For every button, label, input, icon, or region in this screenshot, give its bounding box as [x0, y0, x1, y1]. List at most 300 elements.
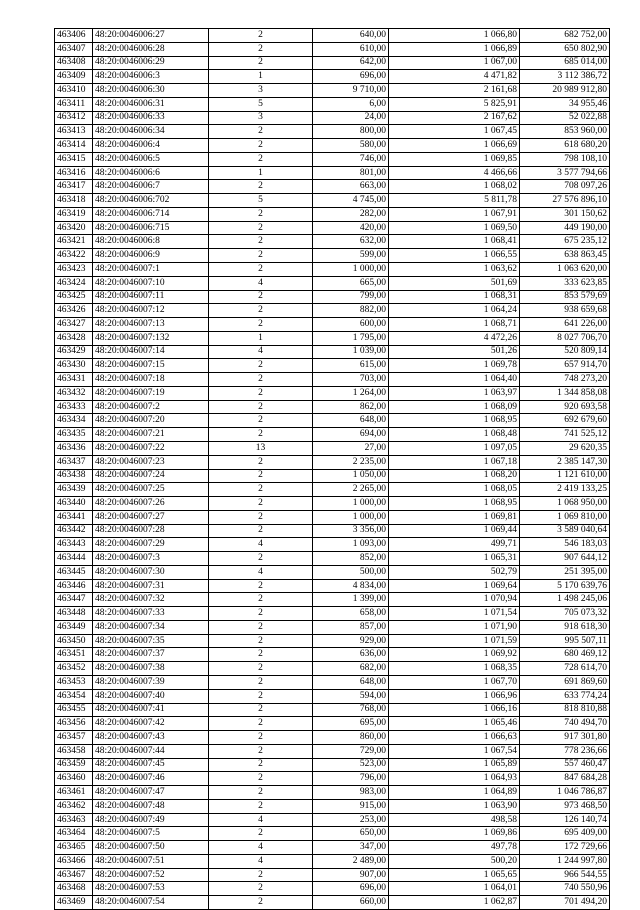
- specific-value-cell: 502,79: [389, 565, 520, 579]
- cadastral-number-cell: 48:20:0046007:40: [93, 689, 209, 703]
- row-number-cell: 463461: [55, 786, 93, 800]
- row-number-cell: 463453: [55, 675, 93, 689]
- cadastral-number-cell: 48:20:0046006:8: [93, 235, 209, 249]
- row-number-cell: 463433: [55, 400, 93, 414]
- cadastral-value-cell: 1 498 245,06: [520, 593, 610, 607]
- category-cell: 2: [209, 786, 313, 800]
- cadastral-number-cell: 48:20:0046007:15: [93, 359, 209, 373]
- cadastral-value-cell: 172 729,66: [520, 841, 610, 855]
- cadastral-value-cell: 1 068 950,00: [520, 497, 610, 511]
- row-number-cell: 463413: [55, 125, 93, 139]
- cadastral-number-cell: 48:20:0046006:29: [93, 56, 209, 70]
- area-cell: 642,00: [313, 56, 389, 70]
- cadastral-number-cell: 48:20:0046007:45: [93, 758, 209, 772]
- cadastral-value-cell: 3 577 794,66: [520, 166, 610, 180]
- cadastral-value-cell: 333 623,85: [520, 276, 610, 290]
- specific-value-cell: 497,78: [389, 841, 520, 855]
- row-number-cell: 463466: [55, 854, 93, 868]
- area-cell: 4 745,00: [313, 194, 389, 208]
- cadastral-number-cell: 48:20:0046006:27: [93, 29, 209, 43]
- table-row: [55, 97, 610, 111]
- row-number-cell: 463411: [55, 97, 93, 111]
- specific-value-cell: 1 068,95: [389, 497, 520, 511]
- cadastral-number-cell: 48:20:0046006:7: [93, 180, 209, 194]
- category-cell: 2: [209, 497, 313, 511]
- cadastral-number-cell: 48:20:0046006:5: [93, 152, 209, 166]
- specific-value-cell: 1 066,55: [389, 249, 520, 263]
- cadastral-value-cell: 853 960,00: [520, 125, 610, 139]
- table-row: [55, 593, 610, 607]
- specific-value-cell: 1 068,71: [389, 318, 520, 332]
- specific-value-cell: 1 071,54: [389, 607, 520, 621]
- row-number-cell: 463434: [55, 414, 93, 428]
- row-number-cell: 463432: [55, 386, 93, 400]
- cadastral-number-cell: 48:20:0046007:13: [93, 318, 209, 332]
- area-cell: 1 000,00: [313, 510, 389, 524]
- area-cell: 768,00: [313, 703, 389, 717]
- specific-value-cell: 1 069,92: [389, 648, 520, 662]
- specific-value-cell: 5 825,91: [389, 97, 520, 111]
- table-row: [55, 620, 610, 634]
- specific-value-cell: 1 064,01: [389, 882, 520, 896]
- cadastral-number-cell: 48:20:0046006:4: [93, 139, 209, 153]
- area-cell: 852,00: [313, 552, 389, 566]
- cadastral-value-cell: 705 073,32: [520, 607, 610, 621]
- cadastral-value-cell: 618 680,20: [520, 139, 610, 153]
- cadastral-value-cell: 1 121 610,00: [520, 469, 610, 483]
- table-row: [55, 441, 610, 455]
- row-number-cell: 463427: [55, 318, 93, 332]
- row-number-cell: 463443: [55, 538, 93, 552]
- category-cell: 2: [209, 469, 313, 483]
- table-row: [55, 675, 610, 689]
- cadastral-value-cell: 251 395,00: [520, 565, 610, 579]
- row-number-cell: 463410: [55, 84, 93, 98]
- cadastral-number-cell: 48:20:0046007:34: [93, 620, 209, 634]
- row-number-cell: 463468: [55, 882, 93, 896]
- table-row: [55, 565, 610, 579]
- cadastral-value-cell: 701 494,20: [520, 896, 610, 910]
- table-row: [55, 524, 610, 538]
- area-cell: 610,00: [313, 42, 389, 56]
- table-row: [55, 152, 610, 166]
- table-row: [55, 70, 610, 84]
- cadastral-value-cell: 2 419 133,25: [520, 483, 610, 497]
- row-number-cell: 463422: [55, 249, 93, 263]
- area-cell: 1 050,00: [313, 469, 389, 483]
- cadastral-number-cell: 48:20:0046007:14: [93, 345, 209, 359]
- category-cell: 2: [209, 524, 313, 538]
- area-cell: 24,00: [313, 111, 389, 125]
- table-row: [55, 455, 610, 469]
- table-body: [55, 29, 610, 910]
- table-row: [55, 386, 610, 400]
- area-cell: 2 489,00: [313, 854, 389, 868]
- category-cell: 2: [209, 152, 313, 166]
- row-number-cell: 463440: [55, 497, 93, 511]
- table-row: [55, 166, 610, 180]
- specific-value-cell: 1 064,24: [389, 304, 520, 318]
- specific-value-cell: 1 069,78: [389, 359, 520, 373]
- cadastral-number-cell: 48:20:0046007:38: [93, 662, 209, 676]
- category-cell: 4: [209, 854, 313, 868]
- category-cell: 2: [209, 221, 313, 235]
- cadastral-value-cell: 29 620,35: [520, 441, 610, 455]
- cadastral-number-cell: 48:20:0046007:22: [93, 441, 209, 455]
- category-cell: 4: [209, 345, 313, 359]
- table-row: [55, 689, 610, 703]
- specific-value-cell: 1 068,20: [389, 469, 520, 483]
- table-row: [55, 648, 610, 662]
- cadastral-number-cell: 48:20:0046007:25: [93, 483, 209, 497]
- cadastral-number-cell: 48:20:0046007:24: [93, 469, 209, 483]
- table-row: [55, 469, 610, 483]
- cadastral-number-cell: 48:20:0046007:31: [93, 579, 209, 593]
- cadastral-value-cell: 1 063 620,00: [520, 263, 610, 277]
- cadastral-number-cell: 48:20:0046006:9: [93, 249, 209, 263]
- row-number-cell: 463429: [55, 345, 93, 359]
- area-cell: 799,00: [313, 290, 389, 304]
- area-cell: 1 795,00: [313, 331, 389, 345]
- area-cell: 658,00: [313, 607, 389, 621]
- cadastral-number-cell: 48:20:0046007:33: [93, 607, 209, 621]
- row-number-cell: 463467: [55, 868, 93, 882]
- area-cell: 2 265,00: [313, 483, 389, 497]
- category-cell: 2: [209, 510, 313, 524]
- area-cell: 420,00: [313, 221, 389, 235]
- area-cell: 253,00: [313, 813, 389, 827]
- specific-value-cell: 1 067,00: [389, 56, 520, 70]
- row-number-cell: 463451: [55, 648, 93, 662]
- table-row: [55, 111, 610, 125]
- specific-value-cell: 1 065,31: [389, 552, 520, 566]
- cadastral-value-cell: 907 644,12: [520, 552, 610, 566]
- cadastral-number-cell: 48:20:0046007:28: [93, 524, 209, 538]
- area-cell: 695,00: [313, 717, 389, 731]
- area-cell: 632,00: [313, 235, 389, 249]
- area-cell: 665,00: [313, 276, 389, 290]
- table-row: [55, 717, 610, 731]
- cadastral-number-cell: 48:20:0046007:37: [93, 648, 209, 662]
- table-row: [55, 896, 610, 910]
- area-cell: 682,00: [313, 662, 389, 676]
- specific-value-cell: 2 161,68: [389, 84, 520, 98]
- row-number-cell: 463437: [55, 455, 93, 469]
- cadastral-number-cell: 48:20:0046007:51: [93, 854, 209, 868]
- category-cell: 2: [209, 717, 313, 731]
- area-cell: 6,00: [313, 97, 389, 111]
- table-row: [55, 249, 610, 263]
- table-row: [55, 56, 610, 70]
- specific-value-cell: 1 069,50: [389, 221, 520, 235]
- specific-value-cell: 501,69: [389, 276, 520, 290]
- cadastral-value-cell: 5 170 639,76: [520, 579, 610, 593]
- category-cell: 2: [209, 483, 313, 497]
- cadastral-value-cell: 34 955,46: [520, 97, 610, 111]
- category-cell: 2: [209, 373, 313, 387]
- specific-value-cell: 5 811,78: [389, 194, 520, 208]
- category-cell: 2: [209, 689, 313, 703]
- category-cell: 2: [209, 318, 313, 332]
- cadastral-value-cell: 740 494,70: [520, 717, 610, 731]
- row-number-cell: 463446: [55, 579, 93, 593]
- specific-value-cell: 500,20: [389, 854, 520, 868]
- specific-value-cell: 501,26: [389, 345, 520, 359]
- category-cell: 3: [209, 111, 313, 125]
- row-number-cell: 463412: [55, 111, 93, 125]
- cadastral-value-cell: 1 344 858,08: [520, 386, 610, 400]
- row-number-cell: 463444: [55, 552, 93, 566]
- table-row: [55, 868, 610, 882]
- specific-value-cell: 1 069,85: [389, 152, 520, 166]
- specific-value-cell: 1 066,80: [389, 29, 520, 43]
- area-cell: 860,00: [313, 731, 389, 745]
- category-cell: 2: [209, 428, 313, 442]
- area-cell: 1 093,00: [313, 538, 389, 552]
- category-cell: 2: [209, 827, 313, 841]
- cadastral-value-cell: 692 679,60: [520, 414, 610, 428]
- category-cell: 2: [209, 744, 313, 758]
- row-number-cell: 463435: [55, 428, 93, 442]
- category-cell: 2: [209, 703, 313, 717]
- specific-value-cell: 1 067,18: [389, 455, 520, 469]
- category-cell: 2: [209, 290, 313, 304]
- area-cell: 1 000,00: [313, 263, 389, 277]
- cadastral-number-cell: 48:20:0046007:10: [93, 276, 209, 290]
- category-cell: 4: [209, 538, 313, 552]
- specific-value-cell: 1 067,54: [389, 744, 520, 758]
- area-cell: 1 000,00: [313, 497, 389, 511]
- area-cell: 4 834,00: [313, 579, 389, 593]
- area-cell: 1 264,00: [313, 386, 389, 400]
- cadastral-number-cell: 48:20:0046007:29: [93, 538, 209, 552]
- area-cell: 282,00: [313, 207, 389, 221]
- specific-value-cell: 1 068,41: [389, 235, 520, 249]
- row-number-cell: 463448: [55, 607, 93, 621]
- category-cell: 2: [209, 552, 313, 566]
- cadastral-number-cell: 48:20:0046006:702: [93, 194, 209, 208]
- cadastral-value-cell: 853 579,69: [520, 290, 610, 304]
- row-number-cell: 463463: [55, 813, 93, 827]
- cadastral-value-cell: 1 244 997,80: [520, 854, 610, 868]
- cadastral-number-cell: 48:20:0046007:21: [93, 428, 209, 442]
- category-cell: 2: [209, 359, 313, 373]
- row-number-cell: 463439: [55, 483, 93, 497]
- area-cell: 696,00: [313, 882, 389, 896]
- cadastral-number-cell: 48:20:0046006:31: [93, 97, 209, 111]
- table-row: [55, 786, 610, 800]
- area-cell: 648,00: [313, 675, 389, 689]
- category-cell: 2: [209, 56, 313, 70]
- table-row: [55, 139, 610, 153]
- specific-value-cell: 1 062,87: [389, 896, 520, 910]
- cadastral-value-cell: 675 235,12: [520, 235, 610, 249]
- area-cell: 703,00: [313, 373, 389, 387]
- row-number-cell: 463442: [55, 524, 93, 538]
- table-row: [55, 772, 610, 786]
- specific-value-cell: 1 069,86: [389, 827, 520, 841]
- cadastral-number-cell: 48:20:0046007:54: [93, 896, 209, 910]
- category-cell: 13: [209, 441, 313, 455]
- cadastral-number-cell: 48:20:0046007:30: [93, 565, 209, 579]
- table-row: [55, 29, 610, 43]
- table-row: [55, 607, 610, 621]
- row-number-cell: 463457: [55, 731, 93, 745]
- category-cell: 2: [209, 607, 313, 621]
- category-cell: 2: [209, 634, 313, 648]
- category-cell: 2: [209, 882, 313, 896]
- category-cell: 2: [209, 139, 313, 153]
- category-cell: 2: [209, 263, 313, 277]
- row-number-cell: 463450: [55, 634, 93, 648]
- row-number-cell: 463406: [55, 29, 93, 43]
- category-cell: 1: [209, 70, 313, 84]
- category-cell: 2: [209, 579, 313, 593]
- table-row: [55, 579, 610, 593]
- specific-value-cell: 1 068,09: [389, 400, 520, 414]
- table-row: [55, 882, 610, 896]
- row-number-cell: 463449: [55, 620, 93, 634]
- table-row: [55, 373, 610, 387]
- area-cell: 615,00: [313, 359, 389, 373]
- cadastral-number-cell: 48:20:0046007:35: [93, 634, 209, 648]
- cadastral-number-cell: 48:20:0046007:53: [93, 882, 209, 896]
- cadastral-value-cell: 301 150,62: [520, 207, 610, 221]
- category-cell: 4: [209, 276, 313, 290]
- table-row: [55, 359, 610, 373]
- specific-value-cell: 1 069,81: [389, 510, 520, 524]
- cadastral-value-table: [54, 28, 610, 910]
- category-cell: 2: [209, 896, 313, 910]
- cadastral-number-cell: 48:20:0046007:20: [93, 414, 209, 428]
- cadastral-value-cell: 938 659,68: [520, 304, 610, 318]
- row-number-cell: 463408: [55, 56, 93, 70]
- cadastral-value-cell: 695 409,00: [520, 827, 610, 841]
- cadastral-value-cell: 685 014,00: [520, 56, 610, 70]
- cadastral-value-cell: 2 385 147,30: [520, 455, 610, 469]
- specific-value-cell: 4 471,82: [389, 70, 520, 84]
- cadastral-number-cell: 48:20:0046007:48: [93, 799, 209, 813]
- cadastral-value-cell: 633 774,24: [520, 689, 610, 703]
- specific-value-cell: 1 068,95: [389, 414, 520, 428]
- row-number-cell: 463445: [55, 565, 93, 579]
- row-number-cell: 463436: [55, 441, 93, 455]
- row-number-cell: 463455: [55, 703, 93, 717]
- table-row: [55, 731, 610, 745]
- table-row: [55, 221, 610, 235]
- table-row: [55, 414, 610, 428]
- area-cell: 347,00: [313, 841, 389, 855]
- row-number-cell: 463416: [55, 166, 93, 180]
- table-row: [55, 304, 610, 318]
- cadastral-number-cell: 48:20:0046007:2: [93, 400, 209, 414]
- specific-value-cell: 4 466,66: [389, 166, 520, 180]
- area-cell: 1 399,00: [313, 593, 389, 607]
- specific-value-cell: 1 071,90: [389, 620, 520, 634]
- cadastral-value-cell: 973 468,50: [520, 799, 610, 813]
- table-row: [55, 207, 610, 221]
- table-row: [55, 194, 610, 208]
- specific-value-cell: 1 069,64: [389, 579, 520, 593]
- cadastral-value-cell: 520 809,14: [520, 345, 610, 359]
- cadastral-number-cell: 48:20:0046006:6: [93, 166, 209, 180]
- table-row: [55, 510, 610, 524]
- specific-value-cell: 1 067,91: [389, 207, 520, 221]
- cadastral-number-cell: 48:20:0046007:41: [93, 703, 209, 717]
- cadastral-number-cell: 48:20:0046007:19: [93, 386, 209, 400]
- row-number-cell: 463423: [55, 263, 93, 277]
- area-cell: 729,00: [313, 744, 389, 758]
- area-cell: 600,00: [313, 318, 389, 332]
- area-cell: 801,00: [313, 166, 389, 180]
- cadastral-value-cell: 638 863,45: [520, 249, 610, 263]
- category-cell: 2: [209, 868, 313, 882]
- specific-value-cell: 1 069,44: [389, 524, 520, 538]
- table-row: [55, 331, 610, 345]
- table-row: [55, 827, 610, 841]
- table-row: [55, 538, 610, 552]
- specific-value-cell: 4 472,26: [389, 331, 520, 345]
- specific-value-cell: 1 064,93: [389, 772, 520, 786]
- row-number-cell: 463409: [55, 70, 93, 84]
- cadastral-number-cell: 48:20:0046006:28: [93, 42, 209, 56]
- area-cell: 694,00: [313, 428, 389, 442]
- specific-value-cell: 1 097,05: [389, 441, 520, 455]
- table-row: [55, 125, 610, 139]
- row-number-cell: 463428: [55, 331, 93, 345]
- cadastral-value-cell: 650 802,90: [520, 42, 610, 56]
- category-cell: 4: [209, 841, 313, 855]
- cadastral-number-cell: 48:20:0046007:27: [93, 510, 209, 524]
- cadastral-value-cell: 52 022,88: [520, 111, 610, 125]
- category-cell: 2: [209, 249, 313, 263]
- specific-value-cell: 1 066,69: [389, 139, 520, 153]
- cadastral-number-cell: 48:20:0046006:34: [93, 125, 209, 139]
- area-cell: 746,00: [313, 152, 389, 166]
- row-number-cell: 463469: [55, 896, 93, 910]
- cadastral-value-cell: 847 684,28: [520, 772, 610, 786]
- category-cell: 2: [209, 675, 313, 689]
- area-cell: 594,00: [313, 689, 389, 703]
- specific-value-cell: 498,58: [389, 813, 520, 827]
- category-cell: 2: [209, 400, 313, 414]
- cadastral-number-cell: 48:20:0046007:43: [93, 731, 209, 745]
- table-row: [55, 42, 610, 56]
- area-cell: 929,00: [313, 634, 389, 648]
- table-row: [55, 84, 610, 98]
- cadastral-value-cell: 740 550,96: [520, 882, 610, 896]
- cadastral-value-cell: 728 614,70: [520, 662, 610, 676]
- table-row: [55, 662, 610, 676]
- cadastral-value-cell: 995 507,11: [520, 634, 610, 648]
- row-number-cell: 463420: [55, 221, 93, 235]
- category-cell: 4: [209, 565, 313, 579]
- cadastral-value-cell: 449 190,00: [520, 221, 610, 235]
- cadastral-value-cell: 8 027 706,70: [520, 331, 610, 345]
- cadastral-value-cell: 920 693,58: [520, 400, 610, 414]
- cadastral-number-cell: 48:20:0046007:132: [93, 331, 209, 345]
- specific-value-cell: 1 066,63: [389, 731, 520, 745]
- specific-value-cell: 1 064,89: [389, 786, 520, 800]
- row-number-cell: 463465: [55, 841, 93, 855]
- area-cell: 523,00: [313, 758, 389, 772]
- cadastral-number-cell: 48:20:0046007:12: [93, 304, 209, 318]
- row-number-cell: 463438: [55, 469, 93, 483]
- row-number-cell: 463424: [55, 276, 93, 290]
- specific-value-cell: 1 065,46: [389, 717, 520, 731]
- table-row: [55, 290, 610, 304]
- category-cell: 2: [209, 731, 313, 745]
